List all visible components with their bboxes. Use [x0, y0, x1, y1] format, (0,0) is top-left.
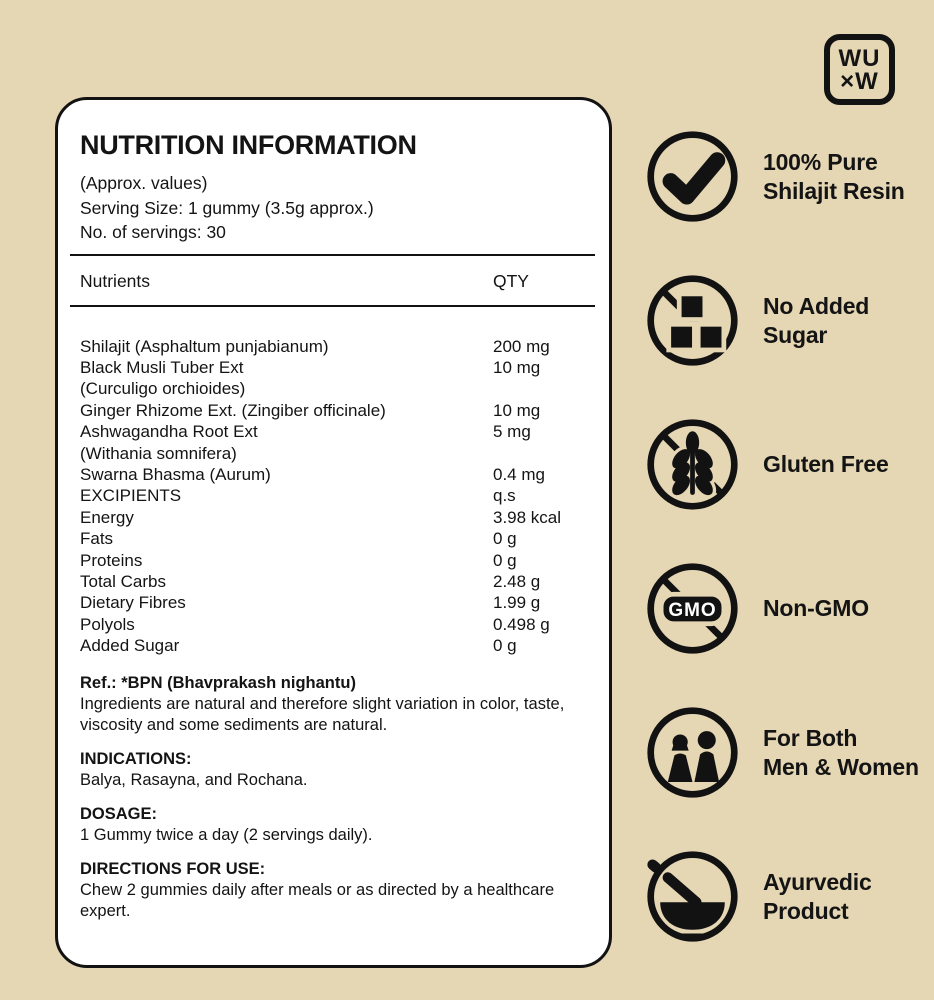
nutrient-row	[80, 571, 589, 592]
nutrient-row	[80, 357, 589, 378]
divider-header	[70, 305, 595, 307]
nutrient-name: Polyols	[80, 614, 135, 634]
nutrient-row	[80, 614, 589, 635]
section-heading: DOSAGE:	[80, 804, 158, 823]
nutrient-qty: 200 mg	[493, 336, 550, 356]
brand-logo-line1: WU	[838, 44, 881, 72]
nutrient-row	[80, 464, 589, 485]
nutrient-row	[80, 592, 589, 613]
nutrient-row	[80, 378, 589, 399]
nutrient-qty: 3.98 kcal	[493, 507, 562, 527]
section-heading: Ref.: *BPN (Bhavprakash nighantu)	[80, 673, 356, 692]
nutrient-name: Swarna Bhasma (Aurum)	[80, 464, 271, 484]
badge-label: No Added Sugar	[763, 292, 870, 348]
section-heading: DIRECTIONS FOR USE:	[80, 859, 266, 878]
column-header-nutrients: Nutrients	[80, 270, 151, 291]
check-icon	[645, 129, 740, 224]
nutrient-row	[80, 421, 589, 442]
badge-non-gmo	[645, 561, 930, 656]
nutrient-qty: 10 mg	[493, 357, 541, 377]
nutrient-name: Shilajit (Asphaltum punjabianum)	[80, 336, 329, 356]
section-directions	[80, 859, 589, 922]
nutrient-name: Total Carbs	[80, 571, 166, 591]
badge-label: Gluten Free	[763, 451, 889, 477]
section-body: Chew 2 gummies daily after meals or as directed by a healthcare expert.	[80, 880, 555, 920]
nutrient-qty: 0 g	[493, 529, 517, 549]
section-dosage	[80, 804, 589, 846]
nutrient-qty: 10 mg	[493, 400, 541, 420]
nutrient-qty: 0 g	[493, 550, 517, 570]
claim-badges	[645, 129, 930, 944]
badge-label: For Both Men & Women	[763, 724, 919, 780]
badge-label: 100% Pure Shilajit Resin	[763, 148, 905, 204]
nutrient-name: EXCIPIENTS	[80, 486, 182, 506]
nutrient-qty: 0 g	[493, 636, 517, 656]
section-reference	[80, 673, 589, 736]
column-header-qty: QTY	[493, 270, 529, 291]
gluten-free-icon	[645, 417, 740, 512]
nutrition-panel	[55, 97, 612, 968]
nutrient-qty: q.s	[493, 486, 516, 506]
nutrient-qty: 0.4 mg	[493, 464, 545, 484]
badge-gluten-free	[645, 417, 930, 512]
nutrient-qty	[493, 443, 589, 464]
section-heading: INDICATIONS:	[80, 749, 192, 768]
mortar-pestle-icon	[645, 849, 740, 944]
nutrient-table	[80, 336, 589, 657]
table-header	[80, 256, 589, 305]
nutrient-row	[80, 485, 589, 506]
nutrient-name: Ginger Rhizome Ext. (Zingiber officinale)	[80, 400, 386, 420]
no-sugar-icon	[645, 273, 740, 368]
section-body: Balya, Rasayna, and Rochana.	[80, 770, 308, 789]
nutrient-name: Proteins	[80, 550, 143, 570]
nutrient-qty	[493, 378, 589, 399]
nutrient-qty: 1.99 g	[493, 593, 541, 613]
non-gmo-icon	[645, 561, 740, 656]
badge-label: Non-GMO	[763, 595, 869, 621]
nutrient-row	[80, 550, 589, 571]
nutrient-name: (Withania somnifera)	[80, 443, 237, 463]
nutrient-name: Added Sugar	[80, 636, 180, 656]
nutrient-qty: 5 mg	[493, 422, 531, 442]
nutrient-row	[80, 528, 589, 549]
badge-no-added-sugar	[645, 273, 930, 368]
section-indications	[80, 749, 589, 791]
nutrient-qty: 0.498 g	[493, 614, 550, 634]
nutrient-row	[80, 336, 589, 357]
nutrient-row	[80, 635, 589, 656]
nutrient-name: Ashwagandha Root Ext	[80, 422, 258, 442]
men-women-icon	[645, 705, 740, 800]
notes-sections	[80, 673, 589, 922]
panel-title: NUTRITION INFORMATION	[80, 130, 417, 160]
servings-count: No. of servings: 30	[80, 222, 226, 242]
nutrient-qty: 2.48 g	[493, 571, 541, 591]
nutrient-name: Energy	[80, 507, 134, 527]
approx-values-note: (Approx. values)	[80, 173, 208, 193]
badge-men-women	[645, 705, 930, 800]
section-body: Ingredients are natural and therefore slight variation in color, taste, viscosity and some sediments are natural.	[80, 694, 565, 734]
gmo-icon-text: GMO	[668, 600, 717, 622]
brand-logo	[824, 34, 895, 105]
badge-ayurvedic	[645, 849, 930, 944]
nutrient-name: (Curculigo orchioides)	[80, 379, 246, 399]
nutrient-row	[80, 443, 589, 464]
nutrient-row	[80, 507, 589, 528]
nutrient-name: Dietary Fibres	[80, 593, 186, 613]
serving-size: Serving Size: 1 gummy (3.5g approx.)	[80, 197, 374, 218]
nutrient-name: Black Musli Tuber Ext	[80, 357, 244, 377]
badge-label: Ayurvedic Product	[763, 868, 872, 924]
brand-logo-line2: ×W	[840, 67, 879, 95]
section-body: 1 Gummy twice a day (2 servings daily).	[80, 825, 373, 844]
nutrient-name: Fats	[80, 529, 114, 549]
badge-pure-shilajit	[645, 129, 930, 224]
nutrient-row	[80, 400, 589, 421]
